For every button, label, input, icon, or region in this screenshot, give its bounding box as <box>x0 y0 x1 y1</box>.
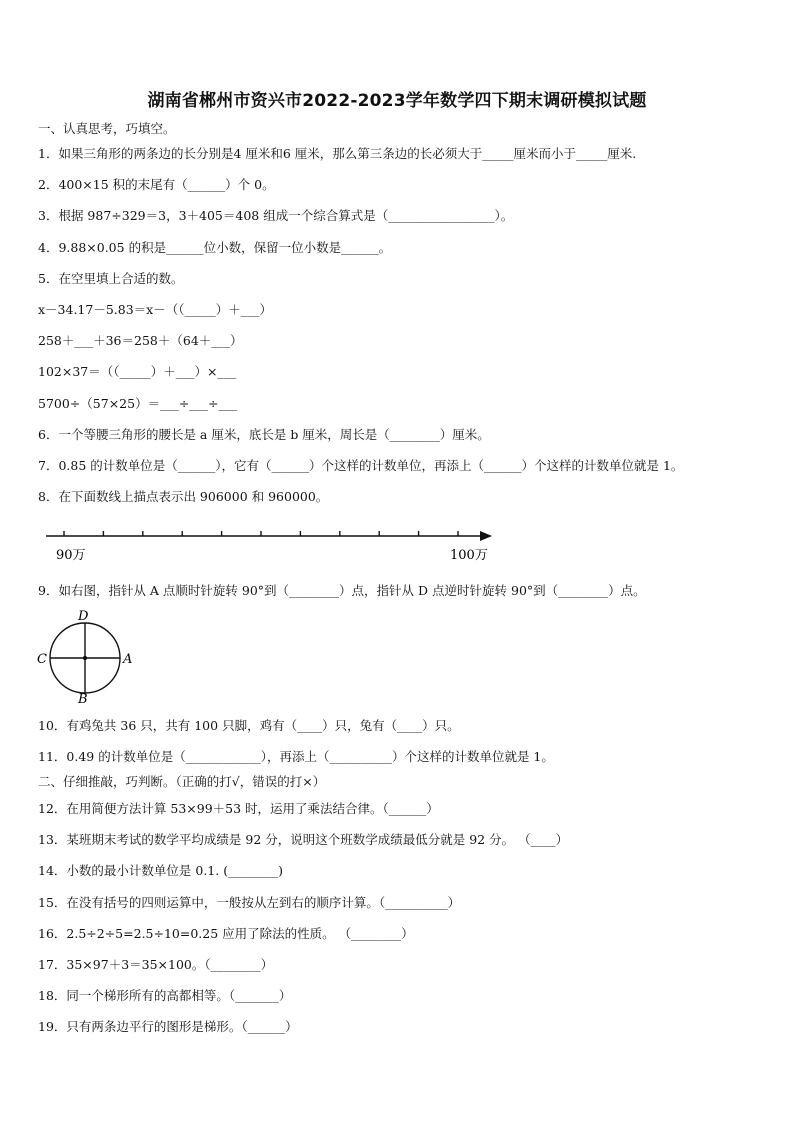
question-8: 8．在下面数线上描点表示出 906000 和 960000。 <box>38 489 329 504</box>
question-5d: 5700÷（57×25）＝___÷___÷___ <box>38 396 238 411</box>
label-bottom: B <box>78 692 88 704</box>
center-point <box>83 656 87 660</box>
question-13: 13．某班期末考试的数学平均成绩是 92 分，说明这个班数学成绩最低分就是 92 分。 （____） <box>38 832 569 847</box>
question-4: 4．9.88×0.05 的积是______位小数，保留一位小数是______。 <box>38 240 392 255</box>
clock-circle-figure <box>34 606 144 708</box>
question-9: 9．如右图，指针从 A 点顺时针旋转 90°到（________）点，指针从 D 点逆时针旋转 90°到（________）点。 <box>38 583 646 598</box>
question-5c: 102×37＝（（_____）＋___）×___ <box>38 364 237 379</box>
section-1-heading: 一、认真思考，巧填空。 <box>38 121 176 136</box>
question-2: 2．400×15 积的末尾有（______）个 0。 <box>38 177 275 192</box>
number-line-end-label: 100万 <box>450 548 488 563</box>
label-right: A <box>123 652 133 667</box>
question-14: 14．小数的最小计数单位是 0.1. (________) <box>38 863 283 878</box>
question-18: 18．同一个梯形所有的高都相等。（_______） <box>38 988 292 1003</box>
number-line-start-label: 90万 <box>56 548 86 563</box>
question-17: 17．35×97＋3＝35×100。（________） <box>38 957 274 972</box>
question-7: 7．0.85 的计数单位是（______），它有（______）个这样的计数单位，再添上（______）个这样的计数单位就是 1。 <box>38 458 684 473</box>
question-1: 1．如果三角形的两条边的长分别是4 厘米和6 厘米，那么第三条边的长必须大于_____厘米而小于_____厘米. <box>38 146 637 161</box>
question-12: 12．在用简便方法计算 53×99＋53 时，运用了乘法结合律。（______） <box>38 801 439 816</box>
question-16: 16．2.5÷2÷5=2.5÷10=0.25 应用了除法的性质。 （________） <box>38 926 414 941</box>
question-6: 6．一个等腰三角形的腰长是 a 厘米，底长是 b 厘米，周长是（________）厘米。 <box>38 427 490 442</box>
label-left: C <box>37 652 47 667</box>
question-5: 5．在空里填上合适的数。 <box>38 271 184 286</box>
page-title: 湖南省郴州市资兴市2022-2023学年数学四下期末调研模拟试题 <box>147 91 647 111</box>
question-5b: 258＋___＋36＝258＋（64＋___） <box>38 333 243 348</box>
question-11: 11．0.49 的计数单位是（____________），再添上（__________）个这样的计数单位就是 1。 <box>38 749 554 764</box>
question-5a: x－34.17－5.83＝x－（（_____）＋___） <box>38 302 272 317</box>
question-15: 15．在没有括号的四则运算中，一般按从左到右的顺序计算。（__________） <box>38 895 461 910</box>
question-10: 10．有鸡兔共 36 只，共有 100 只脚，鸡有（____）只，兔有（____）只。 <box>38 718 460 733</box>
label-top: D <box>78 609 89 624</box>
question-19: 19．只有两条边平行的图形是梯形。（______） <box>38 1019 298 1034</box>
section-2-heading: 二、仔细推敲，巧判断。（正确的打√，错误的打×） <box>38 774 326 789</box>
number-line-figure <box>40 522 500 570</box>
question-3: 3．根据 987÷329＝3，3＋405＝408 组成一个综合算式是（_________________）。 <box>38 208 514 223</box>
number-line-arrow <box>480 531 492 541</box>
